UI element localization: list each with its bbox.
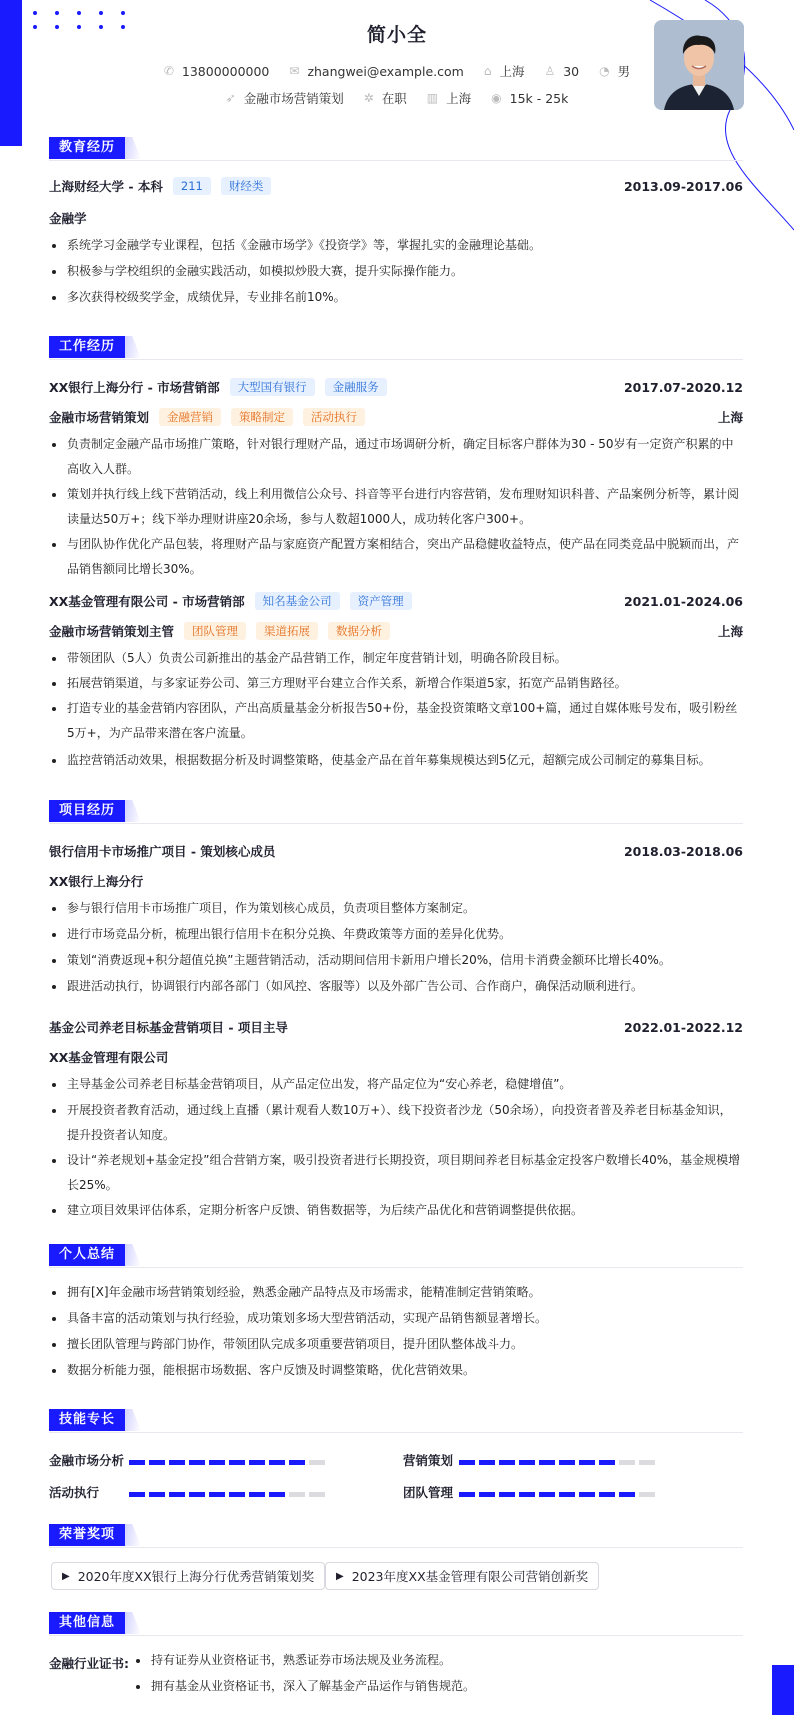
skill-name: 金融市场分析	[49, 1453, 125, 1468]
city-icon: ▥	[426, 91, 439, 105]
skill-segment-filled	[499, 1492, 515, 1497]
contact-item	[164, 64, 270, 79]
skill-segment-filled	[539, 1460, 555, 1465]
contact-item	[544, 64, 579, 79]
target-job-text: 金融市场营销策划	[243, 91, 344, 106]
dot	[55, 11, 59, 15]
project-name: 基金公司养老目标基金营销项目 - 项目主导	[49, 1020, 288, 1035]
list-item: 开展投资者教育活动，通过线上直播（累计观看人数10万+）、线下投资者沙龙（50余场），向投资者普及养老目标基金知识，提升投资者认知度。	[49, 1098, 743, 1148]
skill-segment-filled	[149, 1460, 165, 1465]
skill-name: 营销策划	[403, 1453, 454, 1468]
skill-name: 活动执行	[49, 1485, 100, 1500]
tag: 活动执行	[303, 408, 365, 426]
skill-segment-filled	[129, 1460, 145, 1465]
skill-segment-filled	[479, 1492, 495, 1497]
skill-item	[49, 1451, 329, 1469]
skill-segment-empty	[309, 1492, 325, 1497]
job-role-row	[49, 622, 743, 640]
skill-segment-filled	[599, 1460, 615, 1465]
skill-item	[403, 1451, 659, 1469]
skill-level-bar	[459, 1485, 659, 1500]
list-item: 打造专业的基金营销内容团队，产出高质量基金分析报告50+份，基金投资策略文章100+篇，通过自媒体账号发布，吸引粉丝5万+，为产品带来潜在客户流量。	[49, 696, 743, 746]
skill-level-bar	[129, 1453, 329, 1468]
list-item: 拓展营销渠道，与多家证券公司、第三方理财平台建立合作关系，新增合作渠道5家，拓宽产品销售路径。	[49, 671, 743, 696]
skill-segment-filled	[619, 1492, 635, 1497]
education-row	[49, 177, 743, 195]
tag: 知名基金公司	[255, 592, 340, 610]
tag: 大型国有银行	[230, 378, 315, 396]
company-name: XX基金管理有限公司 - 市场营销部	[49, 594, 245, 609]
skill-segment-filled	[289, 1460, 305, 1465]
list-item: 策划并执行线上线下营销活动，线上利用微信公众号、抖音等平台进行内容营销，发布理财知识科普、产品案例分析等，累计阅读量达50万+；线下举办理财讲座20余场，参与人数超1000人，成功转化客户300+。	[49, 482, 743, 532]
section-header	[49, 336, 743, 360]
list-item: 跟进活动执行，协调银行内部各部门（如风控、客服等）以及外部广告公司、合作商户，确保活动顺利进行。	[49, 974, 743, 999]
skill-segment-filled	[459, 1492, 475, 1497]
other-info-section	[49, 1612, 743, 1693]
section-header	[49, 1524, 743, 1548]
skill-segment-empty	[639, 1460, 655, 1465]
status-icon: ✲	[363, 91, 374, 105]
job-item	[364, 89, 407, 107]
list-item: 进行市场竞品分析，梳理出银行信用卡在积分兑换、年费政策等方面的差异化优势。	[49, 922, 743, 947]
skill-item	[403, 1483, 659, 1501]
section-header	[49, 800, 743, 824]
role-name: 金融市场营销策划	[49, 410, 150, 425]
section-header	[49, 1612, 743, 1636]
job-header-row	[49, 378, 743, 396]
date: 2013.09-2017.06	[623, 178, 743, 194]
skill-segment-filled	[169, 1492, 185, 1497]
skill-segment-filled	[519, 1460, 535, 1465]
skill-segment-empty	[639, 1492, 655, 1497]
skill-segment-filled	[579, 1460, 595, 1465]
skill-segment-filled	[599, 1492, 615, 1497]
list-item: 与团队协作优化产品包装，将理财产品与家庭资产配置方案相结合，突出产品稳健收益特点，使产品在同类竞品中脱颖而出，产品销售额同比增长30%。	[49, 532, 743, 582]
tag: 渠道拓展	[256, 622, 318, 640]
list-item: 监控营销活动效果，根据数据分析及时调整策略，使基金产品在首年募集规模达到5亿元，超额完成公司制定的募集目标。	[49, 748, 743, 773]
skill-segment-filled	[269, 1492, 285, 1497]
skill-segment-filled	[229, 1492, 245, 1497]
section-title: 项目经历	[49, 800, 125, 822]
phone-text: 13800000000	[181, 63, 270, 79]
skill-segment-filled	[499, 1460, 515, 1465]
job-header-row	[49, 592, 743, 610]
skill-segment-filled	[249, 1460, 265, 1465]
skill-segment-filled	[519, 1492, 535, 1497]
candidate-name: 简小全	[366, 24, 427, 46]
salary-text: 15k - 25k	[509, 90, 569, 106]
list-item: 主导基金公司养老目标基金营销项目，从产品定位出发，将产品定位为“安心养老，稳健增值”。	[49, 1072, 743, 1097]
dot	[99, 11, 103, 15]
section-header	[49, 1409, 743, 1433]
list-item: 带领团队（5人）负责公司新推出的基金产品营销工作，制定年度营销计划，明确各阶段目标。	[49, 646, 743, 671]
play-icon: ▶	[336, 1570, 344, 1582]
skill-segment-empty	[619, 1460, 635, 1465]
major: 金融学	[49, 211, 87, 226]
date: 2021.01-2024.06	[623, 593, 743, 609]
skill-segment-filled	[459, 1460, 475, 1465]
salary-icon: ◉	[491, 91, 502, 105]
list-item: 系统学习金融学专业课程，包括《金融市场学》《投资学》等，掌握扎实的金融理论基础。	[49, 233, 743, 258]
job-item	[491, 91, 568, 106]
contact-item	[599, 62, 630, 80]
skill-segment-filled	[479, 1460, 495, 1465]
age-icon: ♙	[544, 64, 556, 78]
project-org: XX银行上海分行	[49, 874, 144, 889]
section-title: 个人总结	[49, 1244, 125, 1266]
skill-segment-filled	[229, 1460, 245, 1465]
work-section	[49, 336, 743, 767]
role-name: 金融市场营销策划主管	[49, 624, 175, 639]
school-name: 上海财经大学 - 本科	[49, 179, 163, 194]
section-title: 工作经历	[49, 336, 125, 358]
list-item: 策划“消费返现+积分超值兑换”主题营销活动，活动期间信用卡新用户增长20%，信用卡消费金额环比增长40%。	[49, 948, 743, 973]
section-header	[49, 1244, 743, 1268]
section-title: 教育经历	[49, 137, 125, 159]
project-org: XX基金管理有限公司	[49, 1050, 169, 1065]
skill-level-bar	[129, 1485, 329, 1500]
phone-icon: ✆	[163, 64, 174, 78]
job-status-text: 在职	[381, 91, 407, 106]
list-item: 拥有基金从业资格证书，深入了解基金产品运作与销售规范。	[133, 1674, 743, 1699]
tag: 策略制定	[231, 408, 293, 426]
job-item	[226, 89, 344, 107]
city: 上海	[717, 624, 743, 639]
date: 2017.07-2020.12	[623, 379, 743, 395]
skill-segment-filled	[249, 1492, 265, 1497]
award-text: 2020年度XX银行上海分行优秀营销策划奖	[77, 1569, 315, 1584]
skill-segment-filled	[129, 1492, 145, 1497]
skill-segment-filled	[559, 1492, 575, 1497]
job-item	[427, 89, 471, 107]
home-icon: ⌂	[483, 64, 492, 78]
skill-segment-filled	[189, 1460, 205, 1465]
skill-segment-filled	[579, 1492, 595, 1497]
skill-segment-filled	[209, 1460, 225, 1465]
skills-section	[49, 1409, 743, 1500]
section-header	[49, 137, 743, 161]
age-text: 30	[563, 63, 580, 79]
skill-segment-filled	[189, 1492, 205, 1497]
skill-segment-empty	[289, 1492, 305, 1497]
section-title: 其他信息	[49, 1612, 125, 1634]
skill-segment-empty	[309, 1460, 325, 1465]
tag: 金融营销	[159, 408, 221, 426]
honors-section	[49, 1524, 743, 1584]
projects-section	[49, 800, 743, 1217]
right-accent-bar	[772, 1665, 794, 1715]
summary-section	[49, 1244, 743, 1377]
project-header-row	[49, 1018, 743, 1036]
dot	[77, 11, 81, 15]
date: 2022.01-2022.12	[623, 1019, 743, 1035]
list-item: 拥有[X]年金融市场营销策划经验，熟悉金融产品特点及市场需求，能精准制定营销策略。	[49, 1280, 743, 1305]
list-item: 参与银行信用卡市场推广项目，作为策划核心成员，负责项目整体方案制定。	[49, 896, 743, 921]
project-name: 银行信用卡市场推广项目 - 策划核心成员	[49, 844, 276, 859]
skill-name: 团队管理	[403, 1485, 454, 1500]
list-item: 积极参与学校组织的金融实践活动，如模拟炒股大赛，提升实际操作能力。	[49, 259, 743, 284]
skill-level-bar	[459, 1453, 659, 1468]
section-title: 荣誉奖项	[49, 1524, 125, 1546]
tag: 数据分析	[328, 622, 390, 640]
play-icon: ▶	[62, 1570, 70, 1582]
gender-icon: ◔	[599, 64, 610, 78]
project-header-row	[49, 842, 743, 860]
list-item: 具备丰富的活动策划与执行经验，成功策划多场大型营销活动，实现产品销售额显著增长。	[49, 1306, 743, 1331]
city: 上海	[717, 410, 743, 425]
tag: 金融服务	[325, 378, 387, 396]
dot	[121, 11, 125, 15]
target-city-text: 上海	[446, 91, 472, 106]
tag: 211	[173, 177, 211, 195]
award-item	[51, 1562, 325, 1590]
skill-item	[49, 1483, 329, 1501]
award-text: 2023年度XX基金管理有限公司营销创新奖	[351, 1569, 589, 1584]
location-text: 上海	[499, 64, 525, 79]
contact-item	[289, 64, 463, 79]
cert-label: 金融行业证书:	[49, 1656, 129, 1671]
avatar	[654, 20, 744, 110]
skill-segment-filled	[559, 1460, 575, 1465]
gender-text: 男	[617, 64, 631, 79]
list-item: 负责制定金融产品市场推广策略，针对银行理财产品，通过市场调研分析，确定目标客户群体为30 - 50岁有一定资产积累的中高收入人群。	[49, 432, 743, 482]
date: 2018.03-2018.06	[623, 843, 743, 859]
skill-segment-filled	[169, 1460, 185, 1465]
company-name: XX银行上海分行 - 市场营销部	[49, 380, 220, 395]
list-item: 建立项目效果评估体系，定期分析客户反馈、销售数据等，为后续产品优化和营销调整提供依据。	[49, 1198, 743, 1223]
job-role-row	[49, 408, 743, 426]
skill-segment-filled	[269, 1460, 285, 1465]
list-item: 设计“养老规划+基金定投”组合营销方案，吸引投资者进行长期投资，项目期间养老目标基金定投客户数增长40%，基金规模增长25%。	[49, 1148, 743, 1198]
award-item	[325, 1562, 599, 1590]
send-icon: ➶	[225, 91, 236, 105]
skill-segment-filled	[209, 1492, 225, 1497]
email-text: zhangwei@example.com	[307, 63, 464, 79]
education-section	[49, 137, 743, 304]
contact-item	[484, 62, 525, 80]
skill-segment-filled	[149, 1492, 165, 1497]
tag: 财经类	[221, 177, 272, 195]
tag: 资产管理	[350, 592, 412, 610]
mail-icon: ✉	[289, 64, 300, 78]
list-item: 数据分析能力强，能根据市场数据、客户反馈及时调整策略，优化营销效果。	[49, 1358, 743, 1383]
list-item: 擅长团队管理与跨部门协作，带领团队完成多项重要营销项目，提升团队整体战斗力。	[49, 1332, 743, 1357]
skill-segment-filled	[539, 1492, 555, 1497]
dot	[33, 11, 37, 15]
section-title: 技能专长	[49, 1409, 125, 1431]
tag: 团队管理	[184, 622, 246, 640]
list-item: 多次获得校级奖学金，成绩优异，专业排名前10%。	[49, 285, 743, 310]
list-item: 持有证券从业资格证书，熟悉证券市场法规及业务流程。	[133, 1648, 743, 1673]
